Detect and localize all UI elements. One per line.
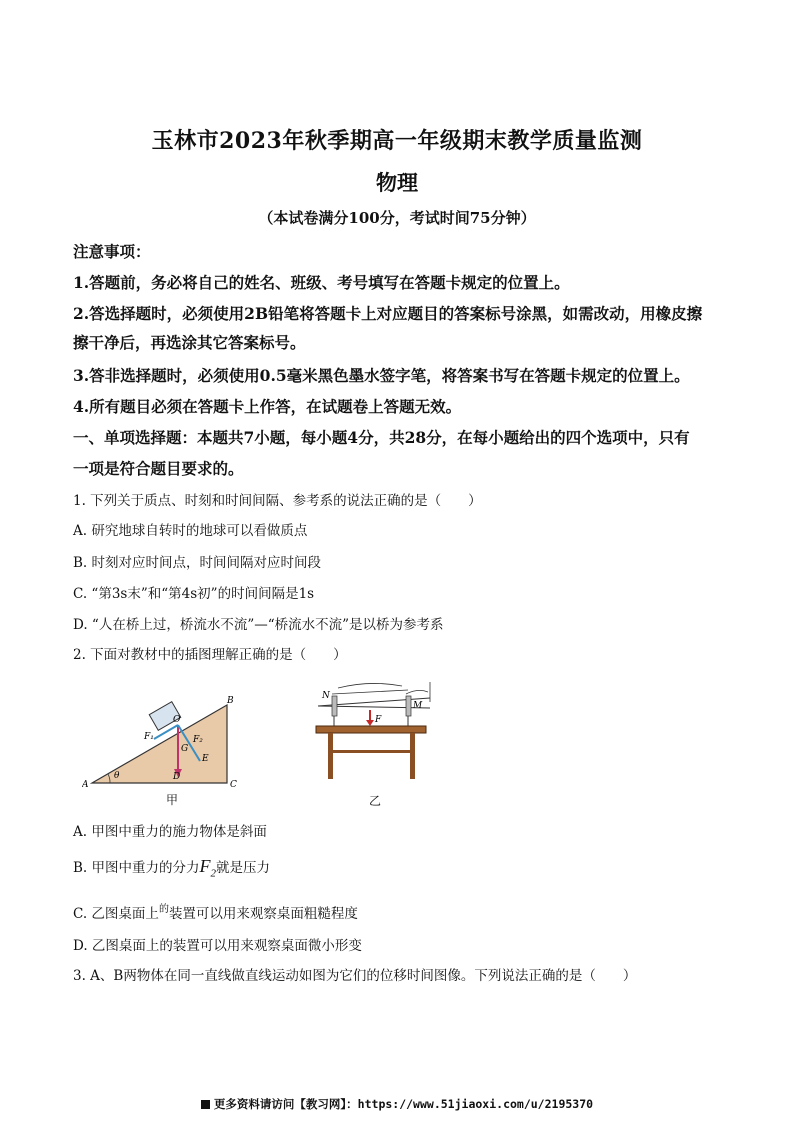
question-1-option-c: C. “第3s末”和“第4s初”的时间间隔是1s bbox=[73, 586, 315, 602]
label-c: C bbox=[230, 780, 237, 790]
label-theta: θ bbox=[114, 771, 120, 781]
figure-jia bbox=[82, 695, 242, 807]
option-b-text-end: 就是压力 bbox=[216, 860, 271, 876]
question-2-option-d: D. 乙图桌面上的装置可以用来观察桌面微小形变 bbox=[73, 938, 362, 954]
notice-item: 4.所有题目必须在答题卡上作答，在试题卷上答题无效。 bbox=[73, 397, 462, 416]
notice-item: 1.答题前，务必将自己的姓名、班级、考号填写在答题卡规定的位置上。 bbox=[73, 273, 570, 292]
label-f2: F₂ bbox=[193, 735, 203, 745]
label-b: B bbox=[227, 696, 234, 706]
option-b-text: B. 甲图中重力的分力 bbox=[73, 860, 200, 876]
flag-icon bbox=[201, 1100, 210, 1109]
notice-item: 3.答非选择题时，必须使用0.5毫米黑色墨水签字笔，将答案书写在答题卡规定的位置上。 bbox=[73, 366, 690, 385]
figure-jia-caption: 甲 bbox=[165, 793, 178, 807]
footer-link[interactable]: 更多资料请访问【教习网】：https://www.51jiaoxi.com/u/2195370 bbox=[0, 1096, 794, 1112]
question-1-stem: 1. 下列关于质点、时刻和时间间隔、参考系的说法正确的是（ ） bbox=[73, 493, 482, 509]
figure-yi-caption: 乙 bbox=[368, 794, 381, 808]
question-1-option-b: B. 时刻对应时间点，时间间隔对应时间段 bbox=[73, 555, 322, 571]
question-1-option-a: A. 研究地球自转时的地球可以看做质点 bbox=[73, 523, 308, 539]
label-g: G bbox=[181, 744, 189, 754]
notice-item: 2.答选择题时，必须使用2B铅笔将答题卡上对应题目的答案标号涂黑，如需改动，用橡皮擦 bbox=[73, 304, 703, 323]
notice-heading: 注意事项： bbox=[73, 242, 151, 261]
figure-yi bbox=[310, 678, 440, 808]
label-o: O bbox=[173, 715, 181, 725]
notice-item: 擦干净后，再选涂其它答案标号。 bbox=[73, 333, 306, 352]
symbol-f2: $F_2$ bbox=[199, 856, 217, 880]
question-2-option-b bbox=[73, 856, 724, 880]
tabletop bbox=[316, 726, 426, 733]
label-m: M bbox=[413, 701, 423, 711]
question-2-stem: 2. 下面对教材中的插图理解正确的是（ ） bbox=[73, 647, 347, 663]
label-e: E bbox=[202, 754, 209, 764]
label-f1: F₁ bbox=[144, 732, 154, 742]
question-1-option-d: D. “人在桥上过，桥流水不流”—“桥流水不流”是以桥为参考系 bbox=[73, 617, 444, 633]
question-2-option-a: A. 甲图中重力的施力物体是斜面 bbox=[73, 824, 267, 840]
section-heading: 一、单项选择题：本题共7小题，每小题4分，共28分，在每小题给出的四个选项中，只有 bbox=[73, 428, 690, 447]
question-2-option-c: C. 乙图桌面上$^的$装置可以用来观察桌面粗糙程度 bbox=[73, 904, 358, 922]
label-a: A bbox=[82, 780, 89, 790]
exam-note: （本试卷满分100分，考试时间75分钟） bbox=[258, 209, 536, 227]
exam-title: 玉林市2023年秋季期高一年级期末教学质量监测 bbox=[151, 128, 643, 154]
mirror-n bbox=[332, 696, 337, 716]
mirror-m bbox=[406, 696, 411, 716]
question-3-stem: 3. A、B两物体在同一直线做直线运动如图为它们的位移时间图像。下列说法正确的是（ ） bbox=[73, 968, 637, 984]
label-f: F bbox=[375, 715, 382, 725]
table-diagram bbox=[310, 678, 440, 783]
table-leg bbox=[328, 733, 333, 779]
label-n: N bbox=[322, 691, 330, 701]
table-leg bbox=[410, 733, 415, 779]
label-d: D bbox=[173, 772, 181, 782]
exam-subject: 物理 bbox=[376, 170, 418, 195]
section-heading-cont: 一项是符合题目要求的。 bbox=[73, 459, 244, 478]
